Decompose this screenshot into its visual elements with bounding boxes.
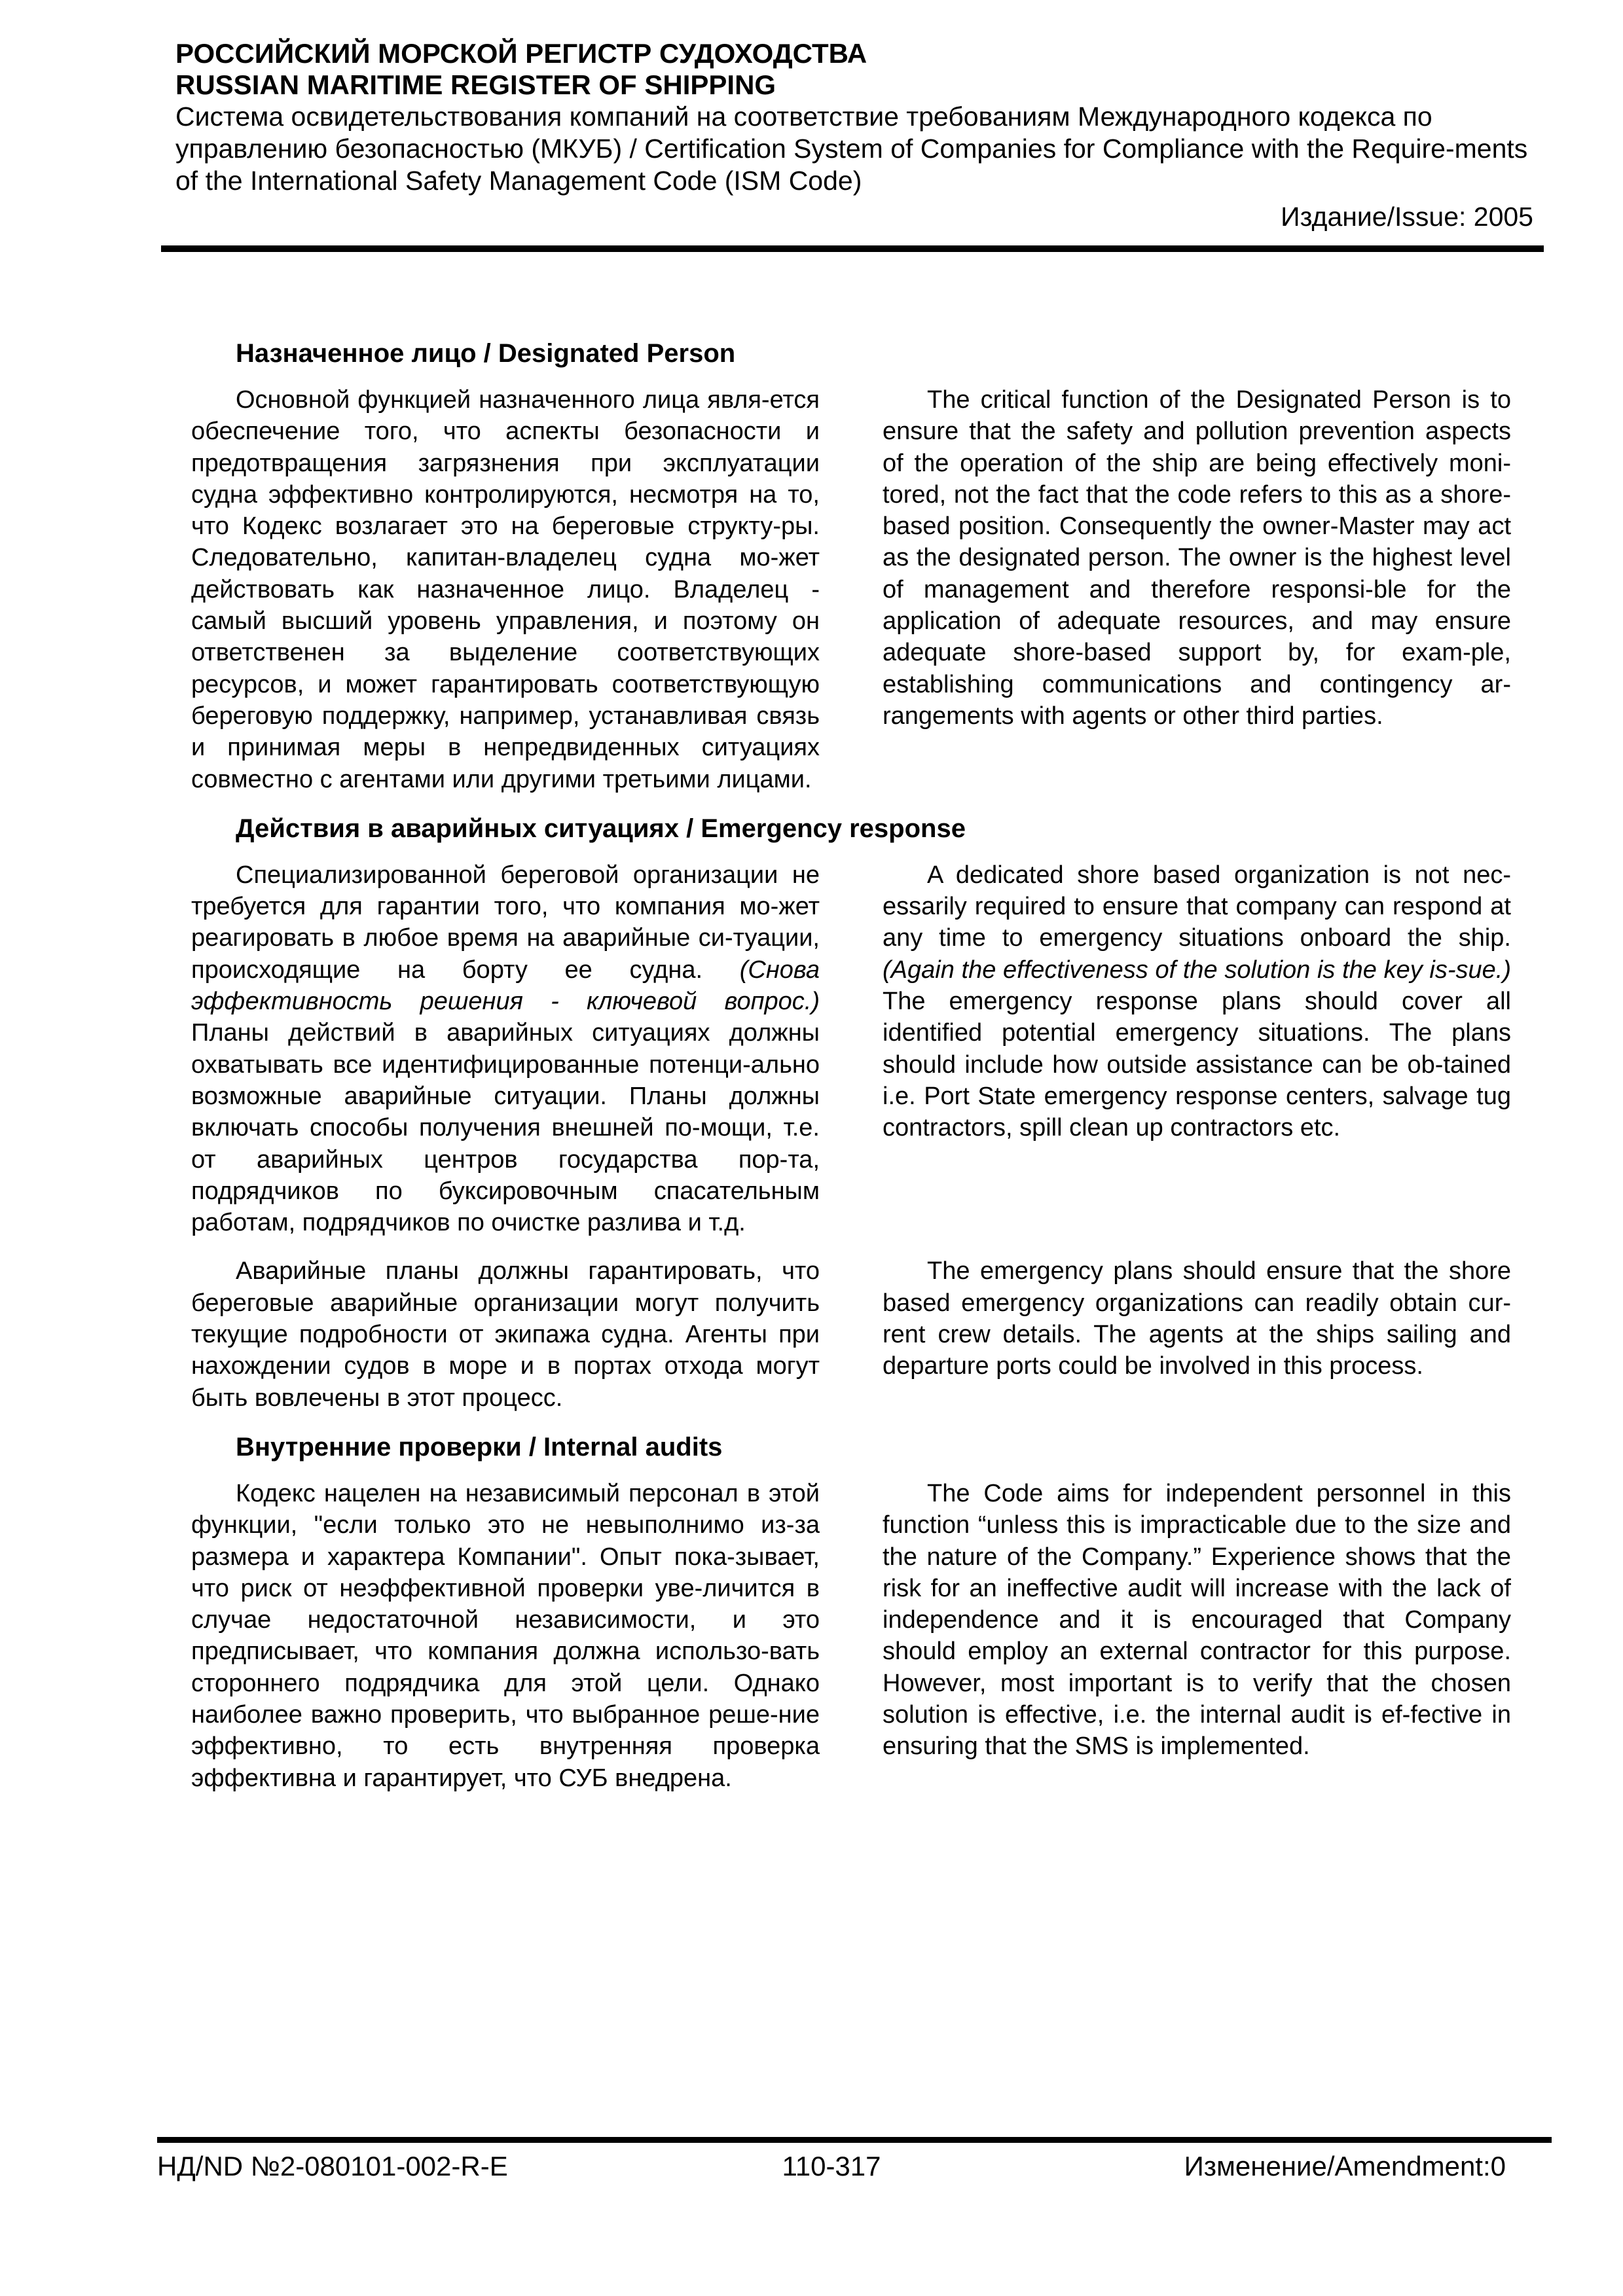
paragraph-ru: Кодекс нацелен на независимый персонал в этой функции, "если только это не невыполнимо из-за размера и характера Компании". Опыт пока-зывает, что риск от неэффективной проверки уве-личится в случае недостаточной независимости, и это предписывает, что компания должна использо-вать стороннего подрядчика для этой цели. Однако наиболее важно проверить, что выбранное реше-ние эффективно, то есть внутренняя проверка эффективна и гарантирует, что СУБ внедрена. xyxy=(191,1479,820,1792)
paragraph-pair xyxy=(191,1255,1511,1413)
page-content xyxy=(191,337,1511,1811)
amendment-label: Изменение/Amendment:0 xyxy=(1184,2151,1506,2181)
footer-divider xyxy=(157,2137,1552,2143)
paragraph-en: The emergency plans should ensure that the shore based emergency organizations can readily obtain cur-rent crew details. The agents at the ships sailing and departure ports could be involved in this process. xyxy=(883,1257,1511,1380)
paragraph-ru xyxy=(191,859,820,1239)
paragraph-pair xyxy=(191,859,1511,1239)
paragraph-ru: Аварийные планы должны гарантировать, что береговые аварийные организации могут получить текущие подробности от экипажа судна. Агенты при нахождении судов в море и в портах отхода могут быть вовлечены в этот процесс. xyxy=(191,1257,820,1412)
page-footer xyxy=(157,2148,1506,2185)
text-run: Специализированной береговой организации не требуется для гарантии того, что компания мо-жет реагировать в любое время на аварийные си-туации, происходящие на борту ее судна. xyxy=(191,861,820,984)
page-number: 110-317 xyxy=(782,2151,881,2181)
text-run: Планы действий в аварийных ситуациях должны охватывать все идентифицированные потенци-ально возможные аварийные ситуации. Планы должны включать способы получения внешней по-мощи, т.е. от аварийных центров государства пор-та, подрядчиков по буксировочным спасательным работам, подрядчиков по очистке разлива и т.д. xyxy=(191,1019,820,1237)
paragraph-ru: Основной функцией назначенного лица явля-ется обеспечение того, что аспекты безопасности и предотвращения загрязнения при эксплуатации судна эффективно контролируются, несмотря на то, что Кодекс возлагает это на береговые структу-ры. Следовательно, капитан-владелец судна мо-жет действовать как назначенное лицо. Владелец - самый высший уровень управления, и поэтому он ответственен за выделение соответствующих ресурсов, и может гарантировать соответствующую береговую поддержку, например, устанавливая связь и принимая меры в непредвиденных ситуациях совместно с агентами или другими третьими лицами. xyxy=(191,386,820,793)
paragraph-en xyxy=(883,859,1511,1239)
italic-note: (Снова эффективность решения - ключевой вопрос.) xyxy=(191,956,820,1016)
paragraph-pair xyxy=(191,1478,1511,1794)
section-title: Назначенное лицо / Designated Person xyxy=(236,339,736,368)
paragraph-pair xyxy=(191,384,1511,795)
org-name-en: RUSSIAN MARITIME REGISTER OF SHIPPING xyxy=(175,69,776,100)
text-run: The emergency response plans should cover all identified potential emergency situations. The plans should include how outside assistance can be ob-tained i.e. Port State emergency response centers, salvage tug contractors, spill clean up contractors etc. xyxy=(883,988,1511,1142)
section-emergency-response xyxy=(191,812,1511,1414)
section-designated-person xyxy=(191,337,1511,795)
issue-label: Издание/Issue: 2005 xyxy=(1281,202,1533,232)
section-title: Действия в аварийных ситуациях / Emergency response xyxy=(236,814,966,843)
document-description: Система освидетельствования компаний на соответствие требованиям Международного кодекса по управлению безопасностью (МКУБ) / Certification System of Companies for Compliance with the Require-ments of the International Safety Management Code (ISM Code) xyxy=(175,101,1528,196)
text-run: A dedicated shore based organization is not nec-essarily required to ensure that company can respond at any time to emergency situations onboard the ship. xyxy=(883,861,1511,952)
header-divider xyxy=(161,245,1544,252)
page-header xyxy=(175,38,1533,234)
paragraph-en: The critical function of the Designated Person is to ensure that the safety and pollution prevention aspects of the operation of the ship are being effectively moni-tored, not the fact that the code refers to this as a shore-based position. Consequently the owner-Master may act as the designated person. The owner is the highest level of management and therefore responsi-ble for the application of adequate resources, and may ensure adequate shore-based support by, for exam-ple, establishing communications and contingency ar-rangements with agents or other third parties. xyxy=(883,386,1511,730)
section-internal-audits xyxy=(191,1431,1511,1794)
italic-note: (Again the effectiveness of the solution is the key is-sue.) xyxy=(883,956,1511,984)
paragraph-en: The Code aims for independent personnel in this function “unless this is impracticable due to the size and the nature of the Company.” Experience shows that the risk for an ineffective audit will increase with the lack of independence and it is encouraged that Company should employ an external contractor for this purpose. However, most important is to verify that the chosen solution is effective, i.e. the internal audit is ef-fective in ensuring that the SMS is implemented. xyxy=(883,1479,1511,1761)
org-name-ru: РОССИЙСКИЙ МОРСКОЙ РЕГИСТР СУДОХОДСТВА xyxy=(175,38,867,69)
document-number: НД/ND №2-080101-002-R-E xyxy=(157,2151,508,2181)
section-title: Внутренние проверки / Internal audits xyxy=(236,1432,723,1462)
